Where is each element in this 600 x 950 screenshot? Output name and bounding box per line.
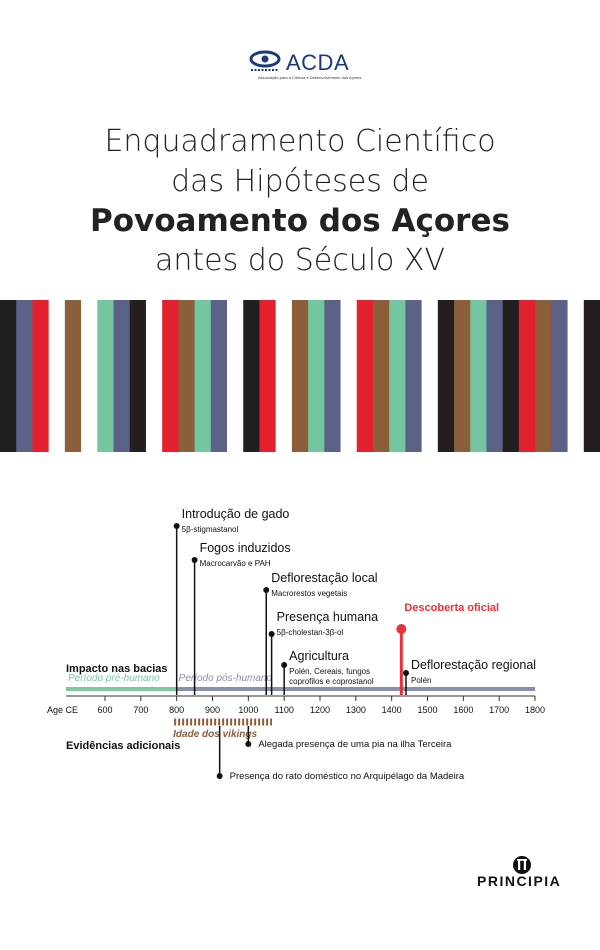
event-title: Deflorestação local — [271, 571, 378, 585]
axis-tick-label: 1600 — [453, 705, 474, 715]
axis-tick-label: 1400 — [381, 705, 402, 715]
stripe-green — [308, 300, 325, 452]
stripe-black — [130, 300, 147, 452]
event-title: Fogos induzidos — [199, 541, 291, 555]
event-marker — [174, 523, 180, 529]
stripe-green — [389, 300, 406, 452]
stripe-green — [195, 300, 212, 452]
event-detail: 5β-stigmastanol — [181, 525, 239, 534]
logo-name: ACDA — [286, 50, 350, 75]
stripe-brown — [65, 300, 82, 452]
stripe-black — [243, 300, 260, 452]
event-marker — [269, 631, 275, 637]
event-detail: Macrorestos vegetais — [271, 589, 348, 598]
event-title: Agricultura — [289, 649, 349, 663]
event-detail: Polén, Cereais, fungos — [289, 667, 371, 676]
stripe-slate — [16, 300, 33, 452]
event-title: Presença humana — [276, 610, 379, 624]
color-stripes — [0, 300, 600, 452]
logo-subtitle: Associação para a Ciência e Desenvolvimento dos Açores — [258, 75, 362, 80]
stripe-slate — [405, 300, 422, 452]
axis-label: Age CE — [47, 705, 79, 715]
stripe-white — [568, 300, 585, 452]
period-label-pre-human: Período pré-humano — [68, 673, 160, 684]
evidence-label: Presença do rato doméstico no Arquipélago da Madeira — [229, 771, 465, 782]
stripe-black — [503, 300, 520, 452]
stripe-brown — [535, 300, 552, 452]
stripe-white — [276, 300, 293, 452]
event-title: Deflorestação regional — [411, 658, 537, 672]
timeline-chart — [0, 490, 600, 810]
axis-tick-label: 1200 — [309, 705, 331, 715]
stripe-red — [162, 300, 179, 452]
event-detail-2: coprofilos e coprostanol — [289, 677, 374, 686]
stripe-slate — [114, 300, 131, 452]
event-detail: Macrocarvão e PAH — [199, 559, 271, 568]
stripe-white — [49, 300, 66, 452]
event-marker — [192, 557, 198, 563]
event-title: Descoberta oficial — [404, 602, 500, 614]
stripe-slate — [486, 300, 503, 452]
period-bar-post-human — [177, 687, 535, 691]
title-line-1: Enquadramento Científico — [104, 124, 496, 159]
axis-tick-label: 1700 — [489, 705, 510, 715]
stripe-brown — [373, 300, 390, 452]
event-title: Introdução de gado — [181, 507, 290, 521]
axis-tick-label: 1100 — [274, 705, 294, 715]
stripe-slate — [324, 300, 341, 452]
stripe-green — [97, 300, 114, 452]
stripe-black — [438, 300, 455, 452]
evidence-marker — [217, 773, 223, 779]
stripe-brown — [178, 300, 195, 452]
axis-tick-label: 700 — [133, 705, 149, 715]
evidence-marker — [245, 741, 251, 747]
stripe-red — [519, 300, 536, 452]
stripe-red — [32, 300, 49, 452]
period-label-post-human: Período pós-humano — [178, 673, 273, 684]
publisher-name: PRINCIPIA — [477, 873, 562, 889]
event-detail: 5β-cholestan-3β-ol — [276, 628, 344, 637]
stripe-brown — [292, 300, 309, 452]
stripe-red — [357, 300, 374, 452]
stripe-brown — [454, 300, 471, 452]
period-bar-pre-human — [66, 687, 177, 691]
axis-tick-label: 1800 — [524, 705, 546, 715]
stripe-red — [259, 300, 276, 452]
viking-age-label: Idade dos vikings — [173, 729, 258, 740]
event-detail: Polén — [411, 676, 432, 685]
stripe-green — [470, 300, 487, 452]
stripe-white — [146, 300, 163, 452]
stripe-white — [227, 300, 244, 452]
row-label-evidence: Evidências adicionais — [66, 740, 181, 752]
row-label-impact: Impacto nas bacias — [66, 663, 168, 675]
event-marker — [396, 624, 406, 634]
axis-tick-label: 600 — [97, 705, 113, 715]
stripe-white — [341, 300, 358, 452]
stripe-slate — [211, 300, 228, 452]
event-marker — [281, 662, 287, 668]
event-marker — [403, 670, 409, 676]
stripe-white — [81, 300, 98, 452]
event-marker — [263, 587, 269, 593]
evidence-label: Alegada presença de uma pia na ilha Terceira — [258, 739, 452, 750]
axis-tick-label: 800 — [169, 705, 185, 715]
principia-emblem-icon — [513, 856, 531, 874]
axis-tick-label: 900 — [204, 705, 221, 715]
stripe-black — [584, 300, 600, 452]
title-line-3: Povoamento dos Açores — [90, 203, 510, 239]
title-line-4: antes do Século XV — [154, 243, 446, 278]
stripe-black — [0, 300, 17, 452]
title-line-2: das Hipóteses de — [171, 164, 429, 199]
axis-tick-label: 1500 — [417, 705, 438, 715]
stripe-slate — [551, 300, 568, 452]
stripe-white — [422, 300, 439, 452]
axis-tick-label: 1000 — [238, 705, 259, 715]
axis-tick-label: 1300 — [345, 705, 366, 715]
